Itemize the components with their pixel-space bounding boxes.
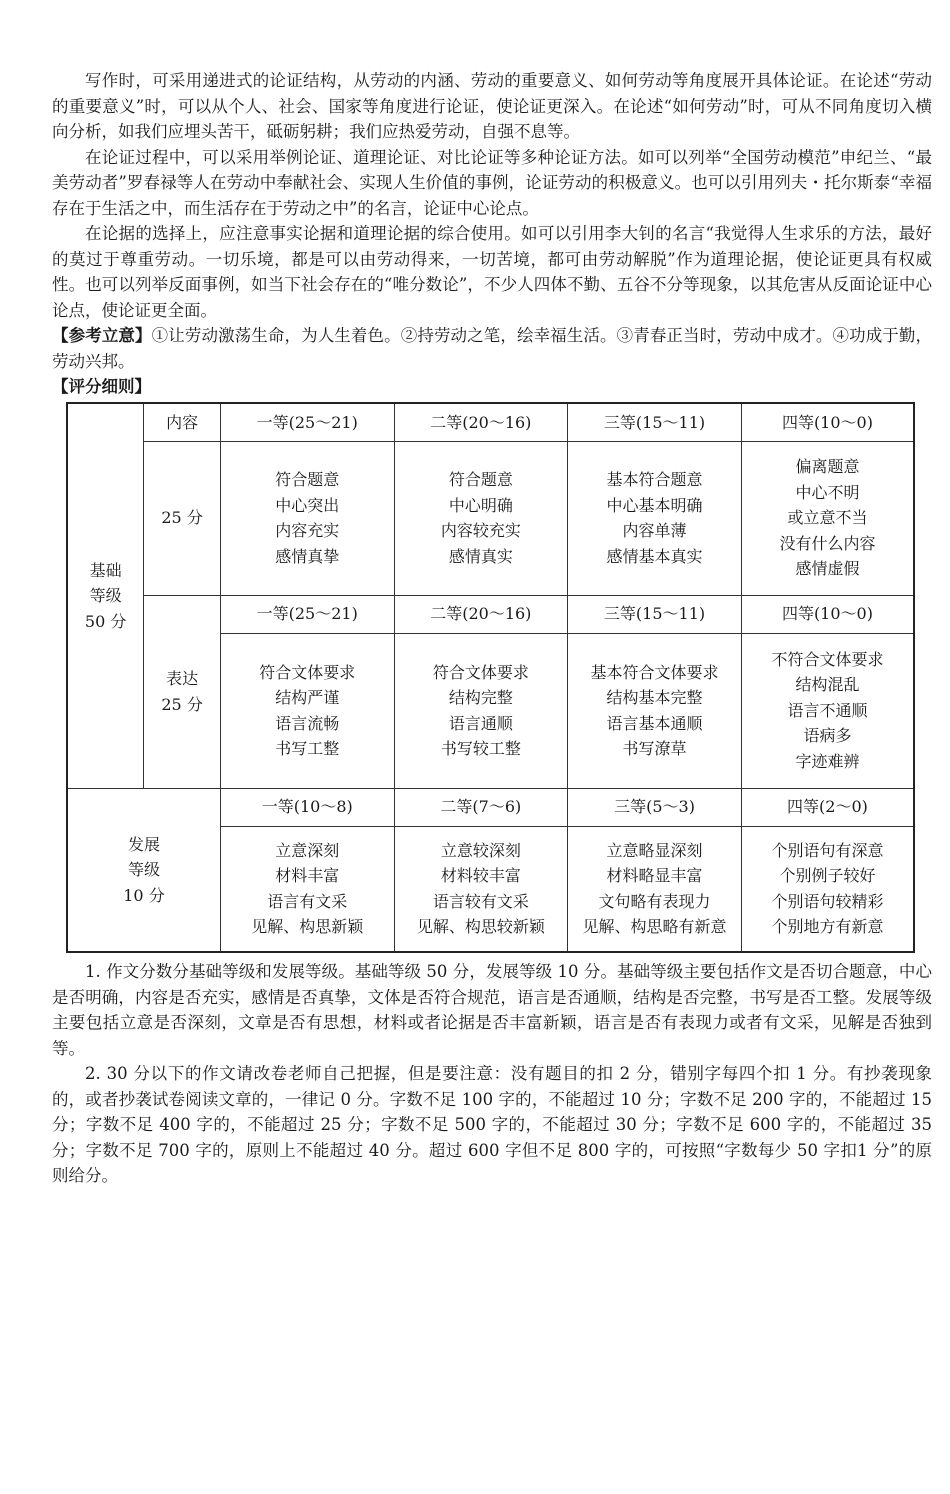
content-grade-3: 基本符合题意 中心基本明确 内容单薄 感情基本真实	[568, 441, 742, 595]
dev-grade-4-header: 四等(2～0)	[741, 788, 914, 826]
content-header: 内容	[144, 403, 221, 441]
content-score: 25 分	[144, 441, 221, 595]
rubric-heading: 【评分细则】	[52, 377, 151, 396]
grade-3-header: 三等(15～11)	[568, 403, 742, 441]
dev-grade-3-header: 三等(5～3)	[568, 788, 742, 826]
rule-2: 2. 30 分以下的作文请改卷老师自己把握，但是要注意：没有题目的扣 2 分，错别字每四个扣 1 分。有抄袭现象的，或者抄袭试卷阅读文章的，一律记 0 分。字数不足 100 字的，不能超过 10 分；字数不足 200 字的，不能超过 15 分；字数不足 400 字的，不能超过 25 分；字数不足 500 字的，不能超过 30 分；字数不足 600 字的，不能超过 35 分；字数不足 700 字的，原则上不能超过 40 分。超过 600 字但不足 800 字的，可按照“字数每少 50 字扣1 分”的原则给分。	[52, 1064, 933, 1185]
dev-level-cell: 发展 等级 10 分	[67, 788, 220, 952]
reference-ideas	[52, 323, 932, 374]
dev-grade-2-header: 二等(7～6)	[394, 788, 568, 826]
expression-grade-3-header: 三等(15～11)	[568, 595, 742, 633]
intro-paragraph-1: 写作时，可采用递进式的论证结构，从劳动的内涵、劳动的重要意义、如何劳动等角度展开具体论证。在论述“劳动的重要意义”时，可以从个人、社会、国家等角度进行论证，使论证更深入。在论述“如何劳动”时，可从不同角度切入横向分析，如我们应埋头苦干，砥砺躬耕；我们应热爱劳动，自强不息等。	[52, 71, 932, 141]
intro-paragraph-3: 在论据的选择上，应注意事实论据和道理论据的综合使用。如可以引用李大钊的名言“我觉得人生求乐的方法，最好的莫过于尊重劳动。一切乐境，都是可以由劳动得来，一切苦境，都可由劳动解脱”作为道理论据，使论证更具有权威性。也可以列举反面事例，如当下社会存在的“唯分数论”，不少人四体不勤、五谷不分等现象，以其危害从反面论证中心论点，使论证更全面。	[52, 224, 932, 320]
document-page	[52, 68, 932, 1189]
expression-label: 表达 25 分	[144, 595, 221, 788]
dev-grade-4: 个别语句有深意 个别例子较好 个别语句较精彩 个别地方有新意	[741, 826, 914, 952]
expression-grade-4: 不符合文体要求 结构混乱 语言不通顺 语病多 字迹难辨	[741, 633, 914, 788]
grade-4-header: 四等(10～0)	[741, 403, 914, 441]
dev-grade-3: 立意略显深刻 材料略显丰富 文句略有表现力 见解、构思略有新意	[568, 826, 742, 952]
content-grade-1: 符合题意 中心突出 内容充实 感情真挚	[220, 441, 394, 595]
grade-1-header: 一等(25～21)	[220, 403, 394, 441]
grade-2-header: 二等(20～16)	[394, 403, 568, 441]
expression-grade-2: 符合文体要求 结构完整 语言通顺 书写较工整	[394, 633, 568, 788]
basic-level-cell: 基础 等级 50 分	[67, 403, 144, 788]
dev-grade-1-header: 一等(10～8)	[220, 788, 394, 826]
content-grade-2: 符合题意 中心明确 内容较充实 感情真实	[394, 441, 568, 595]
reference-label: 【参考立意】	[52, 326, 152, 345]
reference-text: ①让劳动激荡生命，为人生着色。②持劳动之笔，绘幸福生活。③青春正当时，劳动中成才。④功成于勤，劳动兴邦。	[52, 326, 933, 371]
expression-grade-4-header: 四等(10～0)	[741, 595, 914, 633]
expression-grade-2-header: 二等(20～16)	[394, 595, 568, 633]
rubric-table	[66, 402, 915, 953]
dev-grade-1: 立意深刻 材料丰富 语言有文采 见解、构思新颖	[220, 826, 394, 952]
dev-grade-2: 立意较深刻 材料较丰富 语言较有文采 见解、构思较新颖	[394, 826, 568, 952]
expression-grade-3: 基本符合文体要求 结构基本完整 语言基本通顺 书写潦草	[568, 633, 742, 788]
rule-1: 1. 作文分数分基础等级和发展等级。基础等级 50 分，发展等级 10 分。基础等级主要包括作文是否切合题意，中心是否明确，内容是否充实，感情是否真挚，文体是否符合规范，语言是否通顺，结构是否完整，书写是否工整。发展等级主要包括立意是否深刻，文章是否有思想，材料或者论据是否丰富新颖，语言是否有表现力或者有文采，见解是否独到等。	[52, 962, 932, 1058]
expression-grade-1: 符合文体要求 结构严谨 语言流畅 书写工整	[220, 633, 394, 788]
intro-paragraph-2: 在论证过程中，可以采用举例论证、道理论证、对比论证等多种论证方法。如可以列举“全国劳动模范”申纪兰、“最美劳动者”罗春禄等人在劳动中奉献社会、实现人生价值的事例，论证劳动的积极意义。也可以引用列夫・托尔斯泰“幸福存在于生活之中，而生活存在于劳动之中”的名言，论证中心论点。	[52, 147, 932, 218]
content-grade-4: 偏离题意 中心不明 或立意不当 没有什么内容 感情虚假	[741, 441, 914, 595]
expression-grade-1-header: 一等(25～21)	[220, 595, 394, 633]
